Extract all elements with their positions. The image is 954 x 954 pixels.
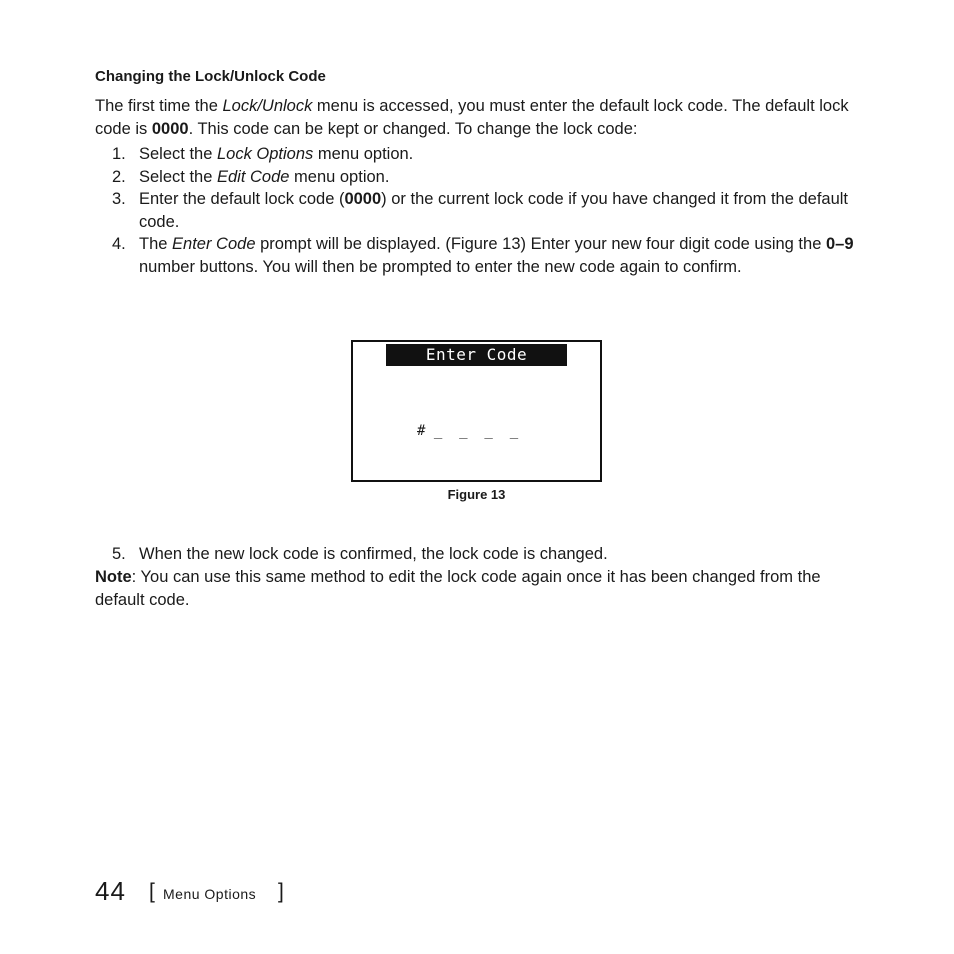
open-bracket: [ [149, 880, 155, 903]
lcd-title-bar: Enter Code [386, 344, 567, 366]
steps-list-continued [95, 543, 855, 566]
list-item: 2. Select the Edit Code menu option. [95, 166, 855, 189]
note-paragraph: Note: You can use this same method to edit the lock code again once it has been changed from the default code. [95, 568, 821, 609]
default-code: 0000 [151, 119, 189, 138]
step-number: 1. [112, 145, 126, 163]
section-heading: Changing the Lock/Unlock Code [95, 68, 326, 85]
lcd-code-entry: # _ _ _ _ [417, 423, 519, 439]
step-number: 3. [112, 190, 126, 208]
close-bracket: ] [278, 880, 284, 903]
lcd-screen-figure [351, 340, 602, 482]
intro-paragraph: The first time the Lock/Unlock menu is accessed, you must enter the default lock code. The default lock code is 0000. This code can be kept or changed. To change the lock code: [95, 97, 849, 138]
step-number: 5. [112, 545, 126, 563]
steps-list [95, 143, 855, 278]
footer-section-name: Menu Options [163, 886, 257, 902]
list-item: 4. The Enter Code prompt will be displayed. (Figure 13) Enter your new four digit code using the 0–9 number buttons. You will then be prompted to enter the new code again to confirm. [112, 235, 854, 276]
page-number: 44 [95, 876, 126, 906]
step-number: 4. [112, 235, 126, 253]
list-item: 5. When the new lock code is confirmed, the lock code is changed. [95, 543, 855, 566]
note-label: Note [95, 568, 132, 586]
step-number: 2. [112, 167, 126, 186]
figure-caption: Figure 13 [447, 487, 506, 502]
list-item: 3. Enter the default lock code (0000) or the current lock code if you have changed it from the default code. [112, 190, 849, 231]
lock-unlock-term: Lock/Unlock [222, 97, 313, 115]
list-item: 1. Select the Lock Options menu option. [95, 143, 855, 166]
